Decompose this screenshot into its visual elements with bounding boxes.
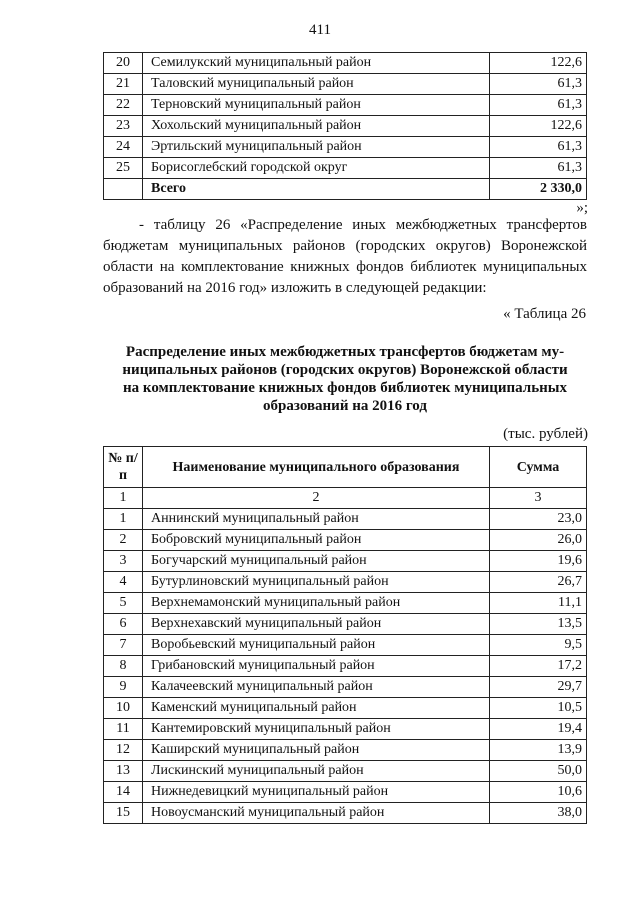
cell-name: Аннинский муниципальный район [143, 509, 490, 530]
cell-sum: 19,4 [490, 719, 587, 740]
distribution-table-body [104, 509, 587, 824]
cell-sum: 10,5 [490, 698, 587, 719]
cell-num: 6 [104, 614, 143, 635]
table-row [104, 803, 587, 824]
table-row [104, 761, 587, 782]
cell-num: 24 [104, 137, 143, 158]
title-line: на комплектование книжных фондов библиотек муниципальных [122, 380, 568, 396]
cell-name: Воробьевский муниципальный район [143, 635, 490, 656]
total-sum: 2 330,0 [490, 179, 587, 200]
cell-num: 8 [104, 656, 143, 677]
table-row [104, 782, 587, 803]
table-row [104, 53, 587, 74]
table-row [104, 656, 587, 677]
page-number: 411 [309, 22, 331, 38]
table-row [104, 530, 587, 551]
total-label: Всего [143, 179, 490, 200]
cell-name: Кантемировский муниципальный район [143, 719, 490, 740]
cell-num: 3 [104, 551, 143, 572]
header-sum: Сумма [490, 447, 587, 488]
cell-sum: 61,3 [490, 137, 587, 158]
cell-sum: 29,7 [490, 677, 587, 698]
cell-sum: 10,6 [490, 782, 587, 803]
cell-name: Нижнедевицкий муниципальный район [143, 782, 490, 803]
cell-name: Новоусманский муниципальный район [143, 803, 490, 824]
col-index: 2 [143, 488, 490, 509]
cell-sum: 122,6 [490, 53, 587, 74]
total-row [104, 179, 587, 200]
cell-num: 22 [104, 95, 143, 116]
cell-name: Бутурлиновский муниципальный район [143, 572, 490, 593]
table-row [104, 698, 587, 719]
cell-sum: 50,0 [490, 761, 587, 782]
cell-num: 1 [104, 509, 143, 530]
cell-num: 25 [104, 158, 143, 179]
cell-sum: 26,0 [490, 530, 587, 551]
cell-sum: 17,2 [490, 656, 587, 677]
header-num: № п/п [104, 447, 143, 488]
cell-name: Грибановский муниципальный район [143, 656, 490, 677]
table-row [104, 509, 587, 530]
title-line: образований на 2016 год [263, 398, 427, 414]
table-row [104, 614, 587, 635]
table-row [104, 74, 587, 95]
cell-sum: 61,3 [490, 158, 587, 179]
cell-num: 7 [104, 635, 143, 656]
table-label: « Таблица 26 [503, 306, 586, 322]
cell-name: Хохольский муниципальный район [143, 116, 490, 137]
continuation-table-body [104, 53, 587, 200]
table-row [104, 572, 587, 593]
table-row [104, 740, 587, 761]
cell-num: 10 [104, 698, 143, 719]
cell-name: Богучарский муниципальный район [143, 551, 490, 572]
cell-sum: 19,6 [490, 551, 587, 572]
cell-sum: 38,0 [490, 803, 587, 824]
col-index: 3 [490, 488, 587, 509]
units-label: (тыс. рублей) [503, 426, 588, 442]
quote-end: »; [576, 200, 588, 216]
table-title [103, 343, 587, 415]
cell-sum: 9,5 [490, 635, 587, 656]
cell-name: Верхнехавский муниципальный район [143, 614, 490, 635]
cell-name: Каширский муниципальный район [143, 740, 490, 761]
title-line: ниципальных районов (городских округов) Воронежской области [122, 362, 568, 378]
cell-num: 2 [104, 530, 143, 551]
cell-name: Таловский муниципальный район [143, 74, 490, 95]
cell-num: 4 [104, 572, 143, 593]
cell-num: 15 [104, 803, 143, 824]
table-row [104, 677, 587, 698]
cell-num: 13 [104, 761, 143, 782]
cell-num: 5 [104, 593, 143, 614]
cell-num: 21 [104, 74, 143, 95]
table-header [104, 447, 587, 509]
cell-num: 20 [104, 53, 143, 74]
continuation-table [103, 52, 587, 200]
cell-sum: 11,1 [490, 593, 587, 614]
amendment-paragraph: - таблицу 26 «Распределение иных межбюджетных трансфертов бюджетам муниципальных районов (городских округов) Воронежской области на комплектование книжных фондов библиотек муниципальных образований на 2016 год» изложить в следующей редакции: [103, 217, 587, 296]
cell-num: 14 [104, 782, 143, 803]
header-name: Наименование муниципального образования [143, 447, 490, 488]
cell-sum: 23,0 [490, 509, 587, 530]
table-row [104, 158, 587, 179]
title-line: Распределение иных межбюджетных трансфертов бюджетам му- [125, 344, 565, 360]
table-row [104, 116, 587, 137]
cell-num: 11 [104, 719, 143, 740]
table-row [104, 719, 587, 740]
header-row [104, 447, 587, 488]
col-index: 1 [104, 488, 143, 509]
cell-num: 23 [104, 116, 143, 137]
cell-sum: 61,3 [490, 95, 587, 116]
cell-name: Калачеевский муниципальный район [143, 677, 490, 698]
table-row [104, 593, 587, 614]
cell-sum: 13,9 [490, 740, 587, 761]
cell-name: Борисоглебский городской округ [143, 158, 490, 179]
cell-name: Верхнемамонский муниципальный район [143, 593, 490, 614]
column-index-row [104, 488, 587, 509]
table-row [104, 551, 587, 572]
cell-num: 9 [104, 677, 143, 698]
table-row [104, 137, 587, 158]
cell-sum: 13,5 [490, 614, 587, 635]
cell-num: 12 [104, 740, 143, 761]
cell-name: Бобровский муниципальный район [143, 530, 490, 551]
table-row [104, 635, 587, 656]
cell-name: Эртильский муниципальный район [143, 137, 490, 158]
cell-name: Семилукский муниципальный район [143, 53, 490, 74]
cell-sum: 61,3 [490, 74, 587, 95]
table-row [104, 95, 587, 116]
cell-sum: 26,7 [490, 572, 587, 593]
cell-name: Каменский муниципальный район [143, 698, 490, 719]
cell-name: Терновский муниципальный район [143, 95, 490, 116]
cell-sum: 122,6 [490, 116, 587, 137]
cell-name: Лискинский муниципальный район [143, 761, 490, 782]
cell-num [104, 179, 143, 200]
distribution-table [103, 446, 587, 824]
